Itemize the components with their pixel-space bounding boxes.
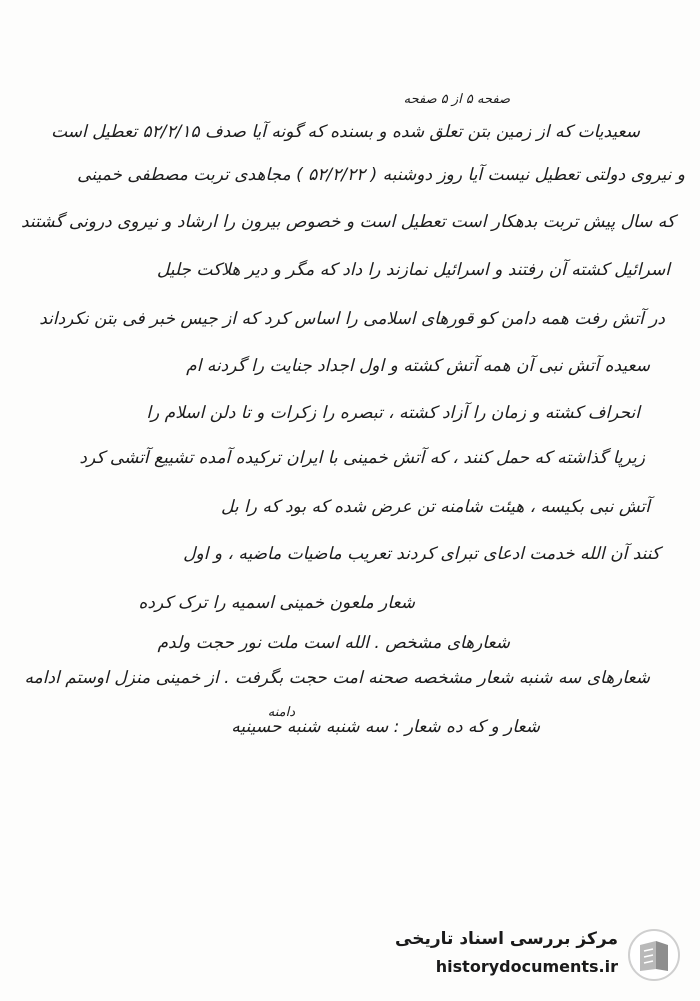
archive-name: مرکز بررسی اسناد تاریخی	[395, 929, 618, 949]
page-header: صفحه ۵ از ۵ صفحه	[403, 92, 510, 107]
letter-line-13: شعارهای سه شنبه شعار مشخصه صحنه امت حجت بگرفت . از خمینی منزل اوستم ادامه	[24, 668, 650, 688]
letter-line-2: و نیروی دولتی تعطیل نیست آیا روز دوشنبه ( ۵۲/۲/۲۲ ) مجاهدی تربت مصطفی خمینی	[77, 165, 685, 185]
archive-watermark	[395, 925, 682, 987]
letter-line-12: شعارهای مشخص . الله است ملت نور حجت ولدم	[157, 633, 510, 653]
letter-line-14: دامنه	[267, 705, 295, 720]
letter-line-11: شعار ملعون خمینی اسمیه را ترک کرده	[138, 593, 415, 613]
archive-url[interactable]: historydocuments.ir	[435, 957, 618, 976]
letter-line-15: شعار و که ده شعار : سه شنبه شنبه حسینیه	[231, 717, 540, 737]
letter-line-1: سعیدیات که از زمین بتن تعلق شده و بسنده که گونه آیا صدف ۵۲/۲/۱۵ تعطیل است	[51, 122, 640, 142]
letter-line-3: که سال پیش تربت بدهکار است تعطیل است و خصوص بیرون را ارشاد و نیروی درونی گشتند	[20, 212, 675, 232]
letter-line-6: سعیده آتش نبی آن همه آتش کشته و اول اجداد جنایت را گردنه ام	[186, 356, 650, 376]
letter-line-4: اسرائیل کشته آن رفتند و اسرائیل نمازند را داد که مگر و دیر هلاکت جلیل	[156, 260, 670, 280]
letter-line-10: کنند آن الله خدمت ادعای تبرای کردند تعریب ماضیات ماضیه ، و اول	[183, 544, 660, 564]
letter-line-8: زیرپا گذاشته که حمل کنند ، که آتش خمینی با ایران ترکیده آمده تشییع آتشی کرد	[79, 448, 645, 468]
letter-line-5: در آتش رفت همه دامن کو قورهای اسلامی را اساس کرد که از جیس خبر فی بتن نکرداند	[39, 309, 665, 329]
book-emblem-icon	[626, 927, 682, 983]
letter-line-9: آتش نبی بکیسه ، هیئت شامنه تن عرض شده که بود که را بل	[221, 497, 650, 517]
letter-line-7: انحراف کشته و زمان را آزاد کشته ، تبصره را زکرات و تا دلن اسلام را	[146, 403, 640, 423]
